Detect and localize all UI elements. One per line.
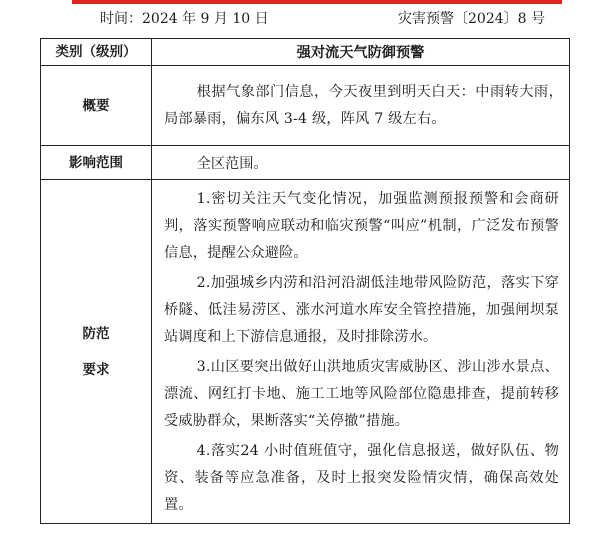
- overview-text: 根据气象部门信息，今天夜里到明天白天：中雨转大雨，局部暴雨，偏东风 3-4 级，阵风 7 级左右。: [164, 83, 563, 127]
- measure-item: 3.山区要突出做好山洪地质灾害威胁区、涉山涉水景点、漂流、网红打卡地、施工工地等风险部位隐患排查，提前转移受威胁群众，果断落实“关停撤”措施。: [164, 359, 559, 429]
- warning-title: 强对流天气防御预警: [152, 39, 570, 66]
- measures-label-line1: 防范: [82, 325, 110, 342]
- measures-label-line2: 要求: [82, 361, 110, 378]
- scope-row: [41, 146, 570, 180]
- issue-date: [100, 8, 269, 30]
- warning-table: [40, 38, 570, 524]
- measures-row: [41, 180, 570, 524]
- table-header-row: [41, 39, 570, 66]
- scope-label: 影响范围: [41, 146, 152, 180]
- overview-cell: [152, 66, 570, 146]
- measure-item: 2.加强城乡内涝和沿河沿湖低洼地带风险防范，落实下穿桥隧、低洼易涝区、涨水河道水库安全管控措施，加强闸坝泵站调度和上下游信息通报，及时排除涝水。: [164, 275, 559, 345]
- scope-cell: [152, 146, 570, 180]
- document-number: 灾害预警〔2024〕8 号: [398, 11, 545, 27]
- time-label: 时间：: [100, 11, 142, 27]
- measure-item: 1.密切关注天气变化情况，加强监测预报预警和会商研判，落实预警响应联动和临灾预警“叫应”机制，广泛发布预警信息，提醒公众避险。: [164, 191, 559, 261]
- red-header-line: [72, 0, 562, 4]
- date-value: 2024 年 9 月 10 日: [142, 11, 269, 27]
- document-header: [75, 8, 545, 30]
- category-header: 类别（级别）: [41, 39, 152, 66]
- scope-text: 全区范围。: [196, 155, 268, 172]
- overview-row: [41, 66, 570, 146]
- measures-cell: [152, 180, 570, 524]
- measure-item: 4.落实24 小时值班值守，强化信息报送，做好队伍、物资、装备等应急准备，及时上报突发险情灾情，确保高效处置。: [164, 443, 559, 513]
- overview-label: 概要: [41, 66, 152, 146]
- measures-label: [41, 180, 152, 524]
